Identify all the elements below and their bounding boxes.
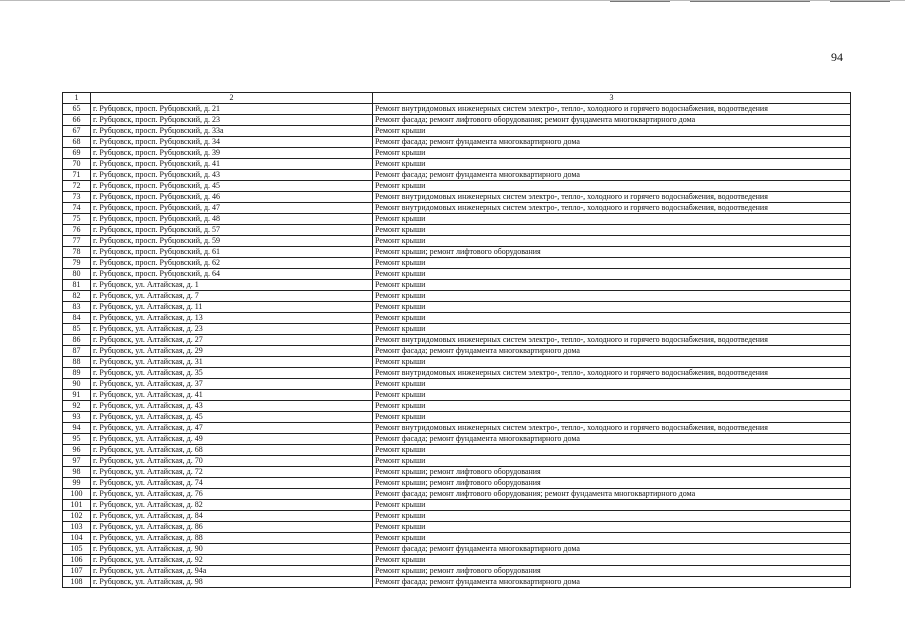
row-number: 103 (63, 522, 91, 533)
scan-artifact (610, 1, 670, 2)
table-row (63, 291, 851, 302)
table-row (63, 368, 851, 379)
row-address: г. Рубцовск, просп. Рубцовский, д. 34 (91, 137, 373, 148)
table-row (63, 269, 851, 280)
row-address: г. Рубцовск, ул. Алтайская, д. 7 (91, 291, 373, 302)
row-address: г. Рубцовск, ул. Алтайская, д. 29 (91, 346, 373, 357)
row-address: г. Рубцовск, ул. Алтайская, д. 35 (91, 368, 373, 379)
row-number: 101 (63, 500, 91, 511)
table-row (63, 522, 851, 533)
row-work-type: Ремонт внутридомовых инженерных систем электро-, тепло-, холодного и горячего водоснабжения, водоотведения (373, 368, 851, 379)
row-work-type: Ремонт крыши (373, 401, 851, 412)
row-address: г. Рубцовск, ул. Алтайская, д. 84 (91, 511, 373, 522)
row-work-type: Ремонт внутридомовых инженерных систем электро-, тепло-, холодного и горячего водоснабжения, водоотведения (373, 335, 851, 346)
table-row (63, 302, 851, 313)
row-number: 78 (63, 247, 91, 258)
column-number-row (63, 93, 851, 104)
table-row (63, 434, 851, 445)
row-number: 104 (63, 533, 91, 544)
table-row (63, 170, 851, 181)
table-body (63, 104, 851, 588)
row-address: г. Рубцовск, просп. Рубцовский, д. 21 (91, 104, 373, 115)
table-row (63, 225, 851, 236)
table-row (63, 258, 851, 269)
row-address: г. Рубцовск, ул. Алтайская, д. 41 (91, 390, 373, 401)
row-work-type: Ремонт внутридомовых инженерных систем электро-, тепло-, холодного и горячего водоснабжения, водоотведения (373, 104, 851, 115)
row-number: 67 (63, 126, 91, 137)
table-row (63, 192, 851, 203)
row-number: 91 (63, 390, 91, 401)
row-work-type: Ремонт внутридомовых инженерных систем электро-, тепло-, холодного и горячего водоснабжения, водоотведения (373, 423, 851, 434)
row-work-type: Ремонт крыши (373, 148, 851, 159)
table-row (63, 181, 851, 192)
row-number: 65 (63, 104, 91, 115)
row-work-type: Ремонт крыши (373, 456, 851, 467)
row-number: 71 (63, 170, 91, 181)
row-address: г. Рубцовск, ул. Алтайская, д. 72 (91, 467, 373, 478)
row-address: г. Рубцовск, просп. Рубцовский, д. 39 (91, 148, 373, 159)
row-work-type: Ремонт крыши (373, 181, 851, 192)
scan-top-edge (0, 0, 905, 7)
row-number: 107 (63, 566, 91, 577)
row-address: г. Рубцовск, просп. Рубцовский, д. 43 (91, 170, 373, 181)
row-work-type: Ремонт крыши (373, 291, 851, 302)
row-number: 82 (63, 291, 91, 302)
row-number: 100 (63, 489, 91, 500)
row-work-type: Ремонт внутридомовых инженерных систем электро-, тепло-, холодного и горячего водоснабжения, водоотведения (373, 203, 851, 214)
row-work-type: Ремонт крыши (373, 324, 851, 335)
row-address: г. Рубцовск, ул. Алтайская, д. 92 (91, 555, 373, 566)
row-work-type: Ремонт крыши (373, 302, 851, 313)
row-number: 79 (63, 258, 91, 269)
row-address: г. Рубцовск, просп. Рубцовский, д. 64 (91, 269, 373, 280)
row-number: 77 (63, 236, 91, 247)
table-row (63, 467, 851, 478)
row-address: г. Рубцовск, просп. Рубцовский, д. 41 (91, 159, 373, 170)
row-work-type: Ремонт крыши (373, 258, 851, 269)
row-number: 66 (63, 115, 91, 126)
row-work-type: Ремонт крыши (373, 445, 851, 456)
table-row (63, 236, 851, 247)
row-number: 106 (63, 555, 91, 566)
row-address: г. Рубцовск, просп. Рубцовский, д. 45 (91, 181, 373, 192)
table-row (63, 533, 851, 544)
table-row (63, 456, 851, 467)
row-work-type: Ремонт крыши (373, 269, 851, 280)
row-number: 87 (63, 346, 91, 357)
row-work-type: Ремонт фасада; ремонт фундамента многоквартирного дома (373, 544, 851, 555)
table-row (63, 313, 851, 324)
row-address: г. Рубцовск, ул. Алтайская, д. 13 (91, 313, 373, 324)
table-row (63, 577, 851, 588)
row-number: 69 (63, 148, 91, 159)
row-address: г. Рубцовск, ул. Алтайская, д. 31 (91, 357, 373, 368)
row-address: г. Рубцовск, ул. Алтайская, д. 11 (91, 302, 373, 313)
row-number: 92 (63, 401, 91, 412)
row-number: 102 (63, 511, 91, 522)
row-address: г. Рубцовск, ул. Алтайская, д. 23 (91, 324, 373, 335)
row-number: 68 (63, 137, 91, 148)
row-work-type: Ремонт крыши (373, 159, 851, 170)
row-number: 80 (63, 269, 91, 280)
row-work-type: Ремонт крыши (373, 214, 851, 225)
table-row (63, 357, 851, 368)
row-address: г. Рубцовск, просп. Рубцовский, д. 47 (91, 203, 373, 214)
row-number: 76 (63, 225, 91, 236)
row-address: г. Рубцовск, просп. Рубцовский, д. 57 (91, 225, 373, 236)
table-row (63, 247, 851, 258)
row-address: г. Рубцовск, ул. Алтайская, д. 98 (91, 577, 373, 588)
table-row (63, 137, 851, 148)
row-number: 89 (63, 368, 91, 379)
row-address: г. Рубцовск, ул. Алтайская, д. 88 (91, 533, 373, 544)
row-number: 94 (63, 423, 91, 434)
page-number: 94 (831, 50, 843, 64)
row-address: г. Рубцовск, ул. Алтайская, д. 37 (91, 379, 373, 390)
table-row (63, 280, 851, 291)
row-number: 70 (63, 159, 91, 170)
table-row (63, 214, 851, 225)
row-address: г. Рубцовск, просп. Рубцовский, д. 61 (91, 247, 373, 258)
table-row (63, 346, 851, 357)
row-work-type: Ремонт крыши (373, 522, 851, 533)
row-work-type: Ремонт крыши (373, 555, 851, 566)
row-work-type: Ремонт крыши (373, 236, 851, 247)
table-row (63, 489, 851, 500)
row-work-type: Ремонт крыши; ремонт лифтового оборудования (373, 247, 851, 258)
row-number: 98 (63, 467, 91, 478)
table-row (63, 390, 851, 401)
row-number: 86 (63, 335, 91, 346)
row-work-type: Ремонт внутридомовых инженерных систем электро-, тепло-, холодного и горячего водоснабжения, водоотведения (373, 192, 851, 203)
row-work-type: Ремонт крыши (373, 412, 851, 423)
row-address: г. Рубцовск, просп. Рубцовский, д. 59 (91, 236, 373, 247)
table-row (63, 412, 851, 423)
row-work-type: Ремонт фасада; ремонт фундамента многоквартирного дома (373, 434, 851, 445)
row-work-type: Ремонт крыши (373, 126, 851, 137)
row-address: г. Рубцовск, ул. Алтайская, д. 94а (91, 566, 373, 577)
table-row (63, 104, 851, 115)
row-address: г. Рубцовск, ул. Алтайская, д. 27 (91, 335, 373, 346)
row-number: 95 (63, 434, 91, 445)
table-row (63, 500, 851, 511)
table-row (63, 445, 851, 456)
row-number: 74 (63, 203, 91, 214)
row-number: 84 (63, 313, 91, 324)
row-work-type: Ремонт крыши (373, 511, 851, 522)
table-row (63, 159, 851, 170)
row-work-type: Ремонт фасада; ремонт фундамента многоквартирного дома (373, 577, 851, 588)
scan-artifact (830, 1, 890, 2)
row-address: г. Рубцовск, просп. Рубцовский, д. 46 (91, 192, 373, 203)
row-number: 75 (63, 214, 91, 225)
row-address: г. Рубцовск, ул. Алтайская, д. 90 (91, 544, 373, 555)
table-row (63, 555, 851, 566)
row-work-type: Ремонт крыши (373, 313, 851, 324)
row-number: 88 (63, 357, 91, 368)
housing-repair-table (62, 92, 851, 588)
table-row (63, 423, 851, 434)
row-address: г. Рубцовск, ул. Алтайская, д. 43 (91, 401, 373, 412)
table-row (63, 478, 851, 489)
scan-artifact (690, 1, 810, 2)
row-address: г. Рубцовск, ул. Алтайская, д. 47 (91, 423, 373, 434)
row-number: 85 (63, 324, 91, 335)
row-work-type: Ремонт крыши (373, 379, 851, 390)
table-row (63, 324, 851, 335)
column-header-number: 1 (63, 93, 91, 104)
row-number: 108 (63, 577, 91, 588)
row-number: 81 (63, 280, 91, 291)
row-address: г. Рубцовск, ул. Алтайская, д. 1 (91, 280, 373, 291)
row-address: г. Рубцовск, просп. Рубцовский, д. 62 (91, 258, 373, 269)
row-work-type: Ремонт крыши (373, 225, 851, 236)
row-work-type: Ремонт крыши (373, 357, 851, 368)
row-address: г. Рубцовск, ул. Алтайская, д. 86 (91, 522, 373, 533)
table-row (63, 544, 851, 555)
row-address: г. Рубцовск, ул. Алтайская, д. 68 (91, 445, 373, 456)
table-row (63, 115, 851, 126)
table-row (63, 126, 851, 137)
row-work-type: Ремонт крыши (373, 533, 851, 544)
table-row (63, 379, 851, 390)
row-work-type: Ремонт крыши (373, 280, 851, 291)
row-work-type: Ремонт крыши; ремонт лифтового оборудования (373, 478, 851, 489)
row-number: 105 (63, 544, 91, 555)
row-address: г. Рубцовск, ул. Алтайская, д. 49 (91, 434, 373, 445)
column-header-work-type: 3 (373, 93, 851, 104)
row-number: 93 (63, 412, 91, 423)
row-number: 97 (63, 456, 91, 467)
row-address: г. Рубцовск, просп. Рубцовский, д. 33а (91, 126, 373, 137)
column-header-address: 2 (91, 93, 373, 104)
row-work-type: Ремонт фасада; ремонт лифтового оборудования; ремонт фундамента многоквартирного дома (373, 115, 851, 126)
row-address: г. Рубцовск, ул. Алтайская, д. 70 (91, 456, 373, 467)
row-work-type: Ремонт крыши (373, 390, 851, 401)
row-number: 96 (63, 445, 91, 456)
row-number: 99 (63, 478, 91, 489)
row-work-type: Ремонт фасада; ремонт фундамента многоквартирного дома (373, 137, 851, 148)
row-address: г. Рубцовск, ул. Алтайская, д. 76 (91, 489, 373, 500)
row-work-type: Ремонт крыши (373, 500, 851, 511)
row-number: 90 (63, 379, 91, 390)
row-number: 83 (63, 302, 91, 313)
row-address: г. Рубцовск, ул. Алтайская, д. 82 (91, 500, 373, 511)
row-number: 72 (63, 181, 91, 192)
row-work-type: Ремонт фасада; ремонт фундамента многоквартирного дома (373, 170, 851, 181)
row-address: г. Рубцовск, ул. Алтайская, д. 45 (91, 412, 373, 423)
row-work-type: Ремонт крыши; ремонт лифтового оборудования (373, 467, 851, 478)
row-work-type: Ремонт крыши; ремонт лифтового оборудования (373, 566, 851, 577)
table-row (63, 401, 851, 412)
row-work-type: Ремонт фасада; ремонт фундамента многоквартирного дома (373, 346, 851, 357)
table-row (63, 566, 851, 577)
row-address: г. Рубцовск, ул. Алтайская, д. 74 (91, 478, 373, 489)
row-number: 73 (63, 192, 91, 203)
row-work-type: Ремонт фасада; ремонт лифтового оборудования; ремонт фундамента многоквартирного дома (373, 489, 851, 500)
table-row (63, 203, 851, 214)
table-row (63, 511, 851, 522)
table-row (63, 148, 851, 159)
row-address: г. Рубцовск, просп. Рубцовский, д. 48 (91, 214, 373, 225)
row-address: г. Рубцовск, просп. Рубцовский, д. 23 (91, 115, 373, 126)
table-row (63, 335, 851, 346)
